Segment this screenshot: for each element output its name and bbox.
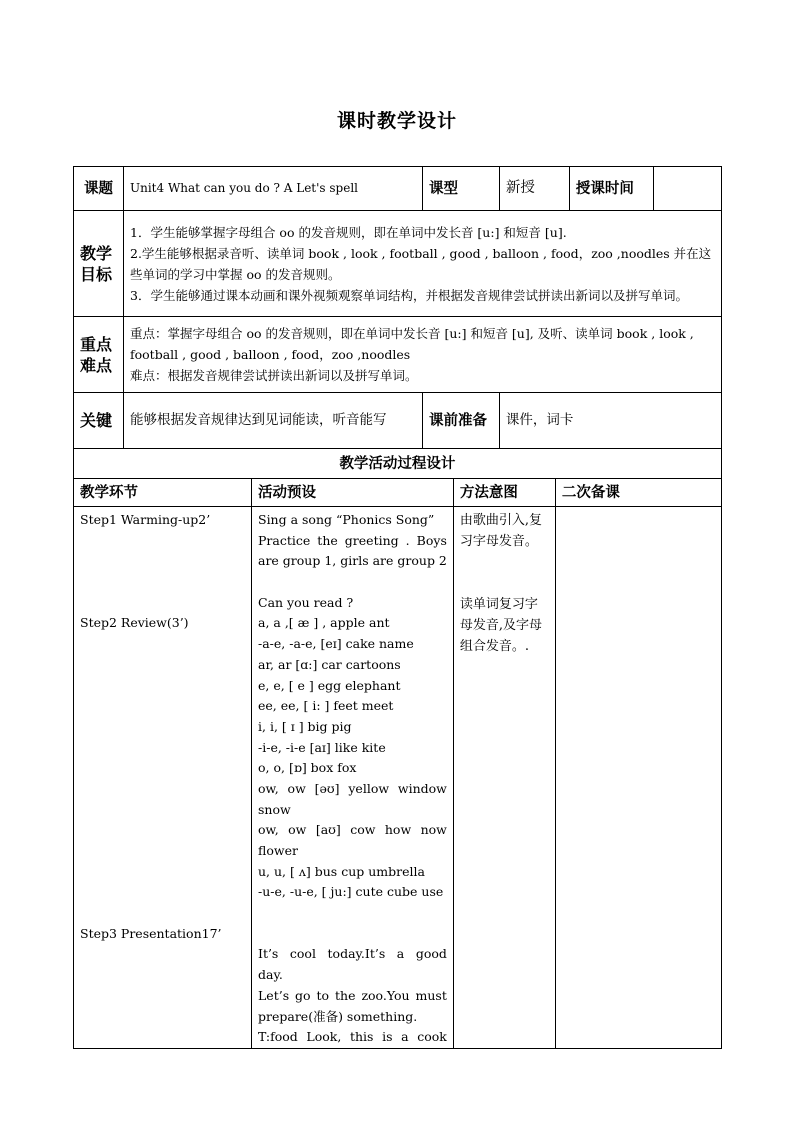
objective-item: 1．学生能够掌握字母组合 oo 的发音规则，即在单词中发长音 [u:] 和短音 [u].: [130, 224, 567, 240]
activity-line: o, o, [ɒ] box fox: [258, 760, 357, 776]
step-item: Step1 Warming-up2’: [80, 512, 211, 527]
activity-line: are group 1, girls are group 2: [258, 553, 447, 569]
key-label: 关键: [74, 393, 124, 449]
activity-line: Practice the greeting . Boys: [258, 532, 447, 548]
type-value: 新授: [499, 167, 569, 211]
prep-label: 课前准备: [422, 393, 499, 449]
activity-line: ow, ow [əʊ] yellow window: [258, 780, 447, 796]
key-points-content: [124, 317, 722, 393]
topic-value: Unit4 What can you do ? A Let's spell: [124, 167, 423, 211]
page-title: 课时教学设计: [336, 110, 457, 132]
activity-line: i, i, [ ɪ ] big pig: [258, 718, 352, 734]
header-row: [74, 167, 722, 211]
activity-line: [258, 903, 447, 924]
topic-label: 课题: [74, 167, 124, 211]
key-point-text: 重点：掌握字母组合 oo 的发音规则，即在单词中发长音 [u:] 和短音 [u], 及听、读单词 book , look , football , good , balloon , food，zoo ,noodles: [130, 326, 694, 362]
activity-line: u, u, [ ʌ] bus cup umbrella: [258, 863, 425, 879]
method-line: 母发音,及字母: [459, 618, 543, 633]
activity-line: ee, ee, [ i: ] feet meet: [258, 698, 394, 714]
key-value: 能够根据发音规律达到见词能读，听音能写: [124, 393, 423, 449]
objectives-row: [74, 211, 722, 317]
activity-line: Let’s go to the zoo.You must: [258, 987, 447, 1003]
time-label: 授课时间: [569, 167, 653, 211]
activity-line: [258, 924, 447, 945]
activity-banner: 教学活动过程设计: [74, 449, 722, 479]
activity-line: T:food Look, this is a cook: [258, 1029, 447, 1045]
header-activity: 活动预设: [252, 479, 454, 507]
method-line: 习字母发音。: [459, 534, 538, 549]
second-prep-column: [555, 507, 721, 1049]
activity-line: Sing a song “Phonics Song”: [258, 512, 435, 527]
activity-line: [258, 572, 447, 593]
activity-line: Can you read ?: [258, 594, 354, 610]
activity-line: It’s cool today.It’s a good: [258, 946, 447, 962]
difficulty-text: 难点：根据发音规律尝试拼读出新词以及拼写单词。: [130, 368, 418, 383]
key-points-row: [74, 317, 722, 393]
activity-line: -a-e, -a-e, [eɪ] cake name: [258, 636, 414, 652]
key-row: [74, 393, 722, 449]
objectives-label: 教学目标: [74, 211, 124, 317]
header-step: 教学环节: [74, 479, 252, 507]
step-item: Step2 Review(3’): [80, 615, 189, 631]
activity-header-row: [74, 479, 722, 507]
header-method: 方法意图: [453, 479, 555, 507]
activity-line: e, e, [ e ] egg elephant: [258, 677, 401, 693]
header-second-prep: 二次备课: [555, 479, 721, 507]
activity-banner-row: [74, 449, 722, 479]
activity-line: flower: [258, 843, 298, 858]
activity-line: prepare(准备) something.: [258, 1008, 418, 1024]
method-line: 读单词复习字: [459, 597, 538, 612]
activity-line: snow: [258, 801, 291, 817]
time-value: [653, 167, 721, 211]
method-line: 组合发音。.: [459, 639, 530, 654]
key-points-label: 重点难点: [74, 317, 124, 393]
activity-line: a, a ,[ æ ] , apple ant: [258, 615, 390, 631]
activity-line: -u-e, -u-e, [ ju:] cute cube use: [258, 884, 444, 900]
objectives-content: [124, 211, 722, 317]
method-line: 由歌曲引入,复: [459, 513, 543, 528]
activities-column: [252, 507, 454, 1049]
activity-body-row: [74, 507, 722, 1049]
activity-line: -i-e, -i-e [aɪ] like kite: [258, 739, 386, 755]
step-item: Step3 Presentation17’: [80, 925, 222, 941]
activity-line: ar, ar [ɑ:] car cartoons: [258, 656, 401, 672]
objective-item: 2.学生能够根据录音听、读单词 book , look , football , good , balloon , food，zoo ,noodles 并在这些单词的学习中掌握 oo 的发音规则。: [130, 245, 712, 282]
lesson-plan-table: [73, 166, 722, 1049]
prep-value: 课件，词卡: [499, 393, 721, 449]
activity-line: ow, ow [aʊ] cow how now: [258, 822, 447, 838]
objective-item: 3．学生能够通过课本动画和课外视频观察单词结构，并根据发音规律尝试拼读出新词以及拼写单词。: [130, 287, 688, 303]
activity-line: day.: [258, 967, 283, 983]
methods-column: [453, 507, 555, 1049]
type-label: 课型: [422, 167, 499, 211]
steps-column: [74, 507, 252, 1049]
